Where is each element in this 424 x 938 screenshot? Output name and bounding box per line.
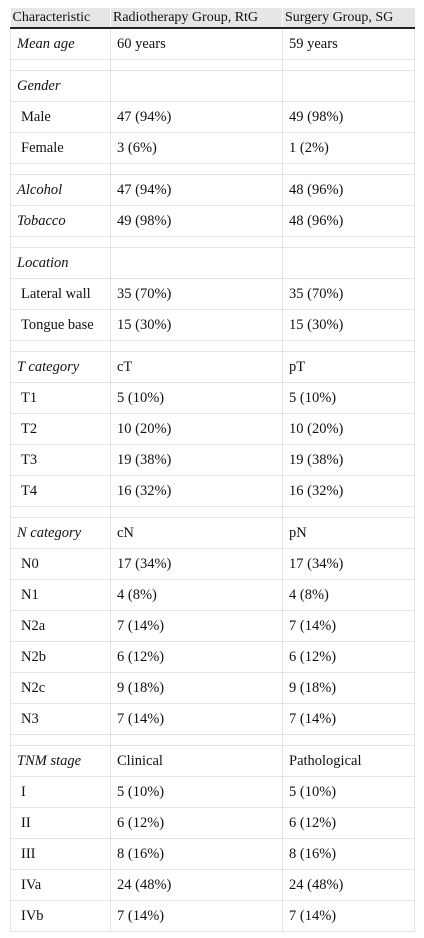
surgery-cell: pN	[283, 518, 415, 549]
characteristic-cell: TNM stage	[11, 746, 111, 777]
surgery-cell: 6 (12%)	[283, 642, 415, 673]
surgery-cell: pT	[283, 352, 415, 383]
surgery-cell: Pathological	[283, 746, 415, 777]
surgery-cell: 10 (20%)	[283, 414, 415, 445]
characteristic-cell: IVa	[11, 870, 111, 901]
table-row	[11, 549, 415, 580]
surgery-cell: 49 (98%)	[283, 102, 415, 133]
radiotherapy-cell: 19 (38%)	[111, 445, 283, 476]
spacer-cell	[283, 237, 415, 248]
spacer-cell	[11, 237, 111, 248]
table-row	[11, 310, 415, 341]
spacer-cell	[283, 164, 415, 175]
characteristic-cell: Female	[11, 133, 111, 164]
surgery-cell: 17 (34%)	[283, 549, 415, 580]
section-row	[11, 71, 415, 102]
characteristic-cell: N3	[11, 704, 111, 735]
surgery-cell: 19 (38%)	[283, 445, 415, 476]
radiotherapy-cell: 9 (18%)	[111, 673, 283, 704]
table-row	[11, 279, 415, 310]
radiotherapy-cell: 7 (14%)	[111, 611, 283, 642]
spacer-row	[11, 735, 415, 746]
characteristic-cell: N1	[11, 580, 111, 611]
spacer-cell	[11, 164, 111, 175]
radiotherapy-cell: 47 (94%)	[111, 175, 283, 206]
radiotherapy-cell: 16 (32%)	[111, 476, 283, 507]
table-row	[11, 901, 415, 932]
header-characteristic: Characteristic	[11, 8, 111, 28]
characteristic-cell: Male	[11, 102, 111, 133]
table-header	[11, 8, 415, 28]
radiotherapy-cell: 7 (14%)	[111, 704, 283, 735]
table-row	[11, 133, 415, 164]
spacer-cell	[111, 164, 283, 175]
characteristic-cell: N2b	[11, 642, 111, 673]
table-row	[11, 383, 415, 414]
table-row	[11, 476, 415, 507]
spacer-cell	[11, 507, 111, 518]
characteristic-cell: III	[11, 839, 111, 870]
radiotherapy-cell: 6 (12%)	[111, 642, 283, 673]
surgery-cell: 9 (18%)	[283, 673, 415, 704]
surgery-cell: 7 (14%)	[283, 611, 415, 642]
radiotherapy-cell: 8 (16%)	[111, 839, 283, 870]
characteristic-cell: N category	[11, 518, 111, 549]
spacer-row	[11, 341, 415, 352]
radiotherapy-cell: 60 years	[111, 28, 283, 60]
surgery-cell: 5 (10%)	[283, 777, 415, 808]
surgery-cell: 48 (96%)	[283, 206, 415, 237]
spacer-cell	[111, 507, 283, 518]
section-row	[11, 352, 415, 383]
table-row	[11, 445, 415, 476]
radiotherapy-cell: 15 (30%)	[111, 310, 283, 341]
spacer-row	[11, 237, 415, 248]
characteristic-cell: T3	[11, 445, 111, 476]
characteristic-cell: N2a	[11, 611, 111, 642]
spacer-row	[11, 507, 415, 518]
radiotherapy-cell	[111, 71, 283, 102]
radiotherapy-cell: Clinical	[111, 746, 283, 777]
surgery-cell: 16 (32%)	[283, 476, 415, 507]
characteristic-cell: Gender	[11, 71, 111, 102]
table-row	[11, 704, 415, 735]
characteristic-cell: T category	[11, 352, 111, 383]
surgery-cell: 1 (2%)	[283, 133, 415, 164]
table-row	[11, 808, 415, 839]
characteristic-cell: N2c	[11, 673, 111, 704]
radiotherapy-cell: 47 (94%)	[111, 102, 283, 133]
surgery-cell: 15 (30%)	[283, 310, 415, 341]
radiotherapy-cell: 6 (12%)	[111, 808, 283, 839]
table-row	[11, 580, 415, 611]
surgery-cell: 7 (14%)	[283, 704, 415, 735]
characteristics-table	[10, 8, 415, 932]
radiotherapy-cell: 5 (10%)	[111, 383, 283, 414]
header-radiotherapy-group: Radiotherapy Group, RtG	[111, 8, 283, 28]
section-row	[11, 175, 415, 206]
table-row	[11, 102, 415, 133]
section-row	[11, 206, 415, 237]
spacer-cell	[111, 60, 283, 71]
header-row	[11, 8, 415, 28]
section-row	[11, 248, 415, 279]
spacer-cell	[111, 735, 283, 746]
table-body	[11, 28, 415, 932]
characteristic-cell: Alcohol	[11, 175, 111, 206]
table-row	[11, 839, 415, 870]
radiotherapy-cell	[111, 248, 283, 279]
section-row	[11, 518, 415, 549]
characteristic-cell: Location	[11, 248, 111, 279]
header-surgery-group: Surgery Group, SG	[283, 8, 415, 28]
characteristic-cell: N0	[11, 549, 111, 580]
table-row	[11, 414, 415, 445]
radiotherapy-cell: 35 (70%)	[111, 279, 283, 310]
radiotherapy-cell: cN	[111, 518, 283, 549]
table-row	[11, 642, 415, 673]
section-row	[11, 746, 415, 777]
spacer-cell	[11, 60, 111, 71]
surgery-cell: 6 (12%)	[283, 808, 415, 839]
characteristic-cell: IVb	[11, 901, 111, 932]
radiotherapy-cell: 3 (6%)	[111, 133, 283, 164]
radiotherapy-cell: 24 (48%)	[111, 870, 283, 901]
radiotherapy-cell: 49 (98%)	[111, 206, 283, 237]
spacer-row	[11, 60, 415, 71]
spacer-cell	[283, 60, 415, 71]
spacer-row	[11, 164, 415, 175]
radiotherapy-cell: cT	[111, 352, 283, 383]
characteristic-cell: Tongue base	[11, 310, 111, 341]
characteristic-cell: Tobacco	[11, 206, 111, 237]
spacer-cell	[111, 341, 283, 352]
characteristic-cell: T1	[11, 383, 111, 414]
radiotherapy-cell: 17 (34%)	[111, 549, 283, 580]
surgery-cell: 59 years	[283, 28, 415, 60]
characteristic-cell: Mean age	[11, 28, 111, 60]
radiotherapy-cell: 7 (14%)	[111, 901, 283, 932]
spacer-cell	[283, 507, 415, 518]
table-row	[11, 611, 415, 642]
surgery-cell: 7 (14%)	[283, 901, 415, 932]
surgery-cell: 4 (8%)	[283, 580, 415, 611]
spacer-cell	[111, 237, 283, 248]
radiotherapy-cell: 10 (20%)	[111, 414, 283, 445]
characteristic-cell: I	[11, 777, 111, 808]
spacer-cell	[283, 341, 415, 352]
surgery-cell: 5 (10%)	[283, 383, 415, 414]
surgery-cell: 8 (16%)	[283, 839, 415, 870]
table-row	[11, 777, 415, 808]
surgery-cell	[283, 248, 415, 279]
surgery-cell: 35 (70%)	[283, 279, 415, 310]
characteristic-cell: II	[11, 808, 111, 839]
surgery-cell	[283, 71, 415, 102]
surgery-cell: 24 (48%)	[283, 870, 415, 901]
table-row	[11, 870, 415, 901]
characteristic-cell: Lateral wall	[11, 279, 111, 310]
surgery-cell: 48 (96%)	[283, 175, 415, 206]
radiotherapy-cell: 5 (10%)	[111, 777, 283, 808]
spacer-cell	[11, 341, 111, 352]
characteristic-cell: T2	[11, 414, 111, 445]
characteristic-cell: T4	[11, 476, 111, 507]
spacer-cell	[11, 735, 111, 746]
table-row	[11, 673, 415, 704]
spacer-cell	[283, 735, 415, 746]
radiotherapy-cell: 4 (8%)	[111, 580, 283, 611]
section-row	[11, 28, 415, 60]
table-container	[10, 8, 414, 932]
